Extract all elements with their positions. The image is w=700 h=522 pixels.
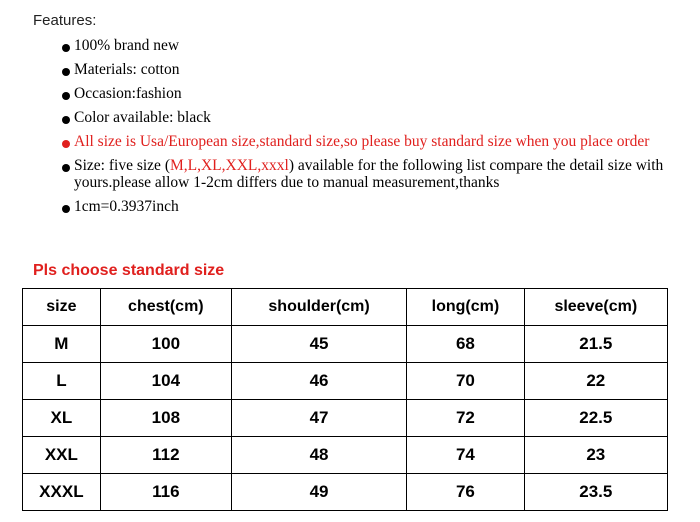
feature-text: All size is Usa/European size,standard size,so please buy standard size when you place order bbox=[74, 133, 650, 150]
cell-size: XXXL bbox=[23, 474, 101, 511]
feature-item bbox=[62, 110, 682, 127]
feature-item bbox=[62, 86, 682, 103]
cell-long: 74 bbox=[407, 437, 524, 474]
feature-item-size-notice bbox=[62, 134, 682, 151]
cell-chest: 108 bbox=[100, 400, 231, 437]
bullet-dot-icon bbox=[62, 92, 70, 100]
feature-item-size-list bbox=[62, 158, 682, 191]
cell-sleeve: 21.5 bbox=[524, 326, 667, 363]
features-list bbox=[62, 38, 682, 223]
cell-chest: 100 bbox=[100, 326, 231, 363]
cell-long: 72 bbox=[407, 400, 524, 437]
cell-long: 68 bbox=[407, 326, 524, 363]
bullet-dot-icon bbox=[62, 68, 70, 76]
cell-chest: 104 bbox=[100, 363, 231, 400]
cell-size: M bbox=[23, 326, 101, 363]
header-long: long(cm) bbox=[407, 289, 524, 326]
bullet-dot-icon bbox=[62, 140, 70, 148]
bullet-dot-icon bbox=[62, 116, 70, 124]
cell-sleeve: 23 bbox=[524, 437, 667, 474]
header-size: size bbox=[23, 289, 101, 326]
feature-text: Color available: black bbox=[74, 109, 211, 126]
cell-sleeve: 22 bbox=[524, 363, 667, 400]
table-row bbox=[23, 400, 668, 437]
cell-shoulder: 45 bbox=[231, 326, 406, 363]
feature-item bbox=[62, 62, 682, 79]
feature-text: Materials: cotton bbox=[74, 61, 180, 78]
cell-chest: 112 bbox=[100, 437, 231, 474]
cell-long: 70 bbox=[407, 363, 524, 400]
cell-shoulder: 49 bbox=[231, 474, 406, 511]
feature-text: 100% brand new bbox=[74, 37, 180, 54]
size-table bbox=[22, 288, 668, 511]
header-chest: chest(cm) bbox=[100, 289, 231, 326]
cell-shoulder: 48 bbox=[231, 437, 406, 474]
cell-sleeve: 23.5 bbox=[524, 474, 667, 511]
table-row bbox=[23, 437, 668, 474]
bullet-dot-icon bbox=[62, 205, 70, 213]
cell-size: XXL bbox=[23, 437, 101, 474]
header-sleeve: sleeve(cm) bbox=[524, 289, 667, 326]
cell-size: XL bbox=[23, 400, 101, 437]
table-row bbox=[23, 474, 668, 511]
feature-text: Occasion:fashion bbox=[74, 85, 182, 102]
cell-shoulder: 46 bbox=[231, 363, 406, 400]
bullet-dot-icon bbox=[62, 44, 70, 52]
feature-text-prefix: Size: five size ( bbox=[74, 157, 170, 174]
header-shoulder: shoulder(cm) bbox=[231, 289, 406, 326]
table-header-row bbox=[23, 289, 668, 326]
feature-text-suffix: ) available for the following list compare the detail size with yours.please allow 1-2cm differs due to manual measurement,thanks bbox=[74, 157, 664, 191]
bullet-dot-icon bbox=[62, 164, 70, 172]
feature-size-highlight: M,L,XL,XXL,xxxl bbox=[169, 157, 289, 174]
cell-chest: 116 bbox=[100, 474, 231, 511]
choose-size-heading: Pls choose standard size bbox=[33, 262, 225, 279]
feature-item bbox=[62, 38, 682, 55]
table-row bbox=[23, 363, 668, 400]
table-row bbox=[23, 326, 668, 363]
feature-text: 1cm=0.3937inch bbox=[74, 197, 179, 215]
cell-long: 76 bbox=[407, 474, 524, 511]
features-heading: Features: bbox=[33, 12, 97, 29]
feature-item bbox=[62, 199, 682, 216]
cell-shoulder: 47 bbox=[231, 400, 406, 437]
cell-sleeve: 22.5 bbox=[524, 400, 667, 437]
cell-size: L bbox=[23, 363, 101, 400]
